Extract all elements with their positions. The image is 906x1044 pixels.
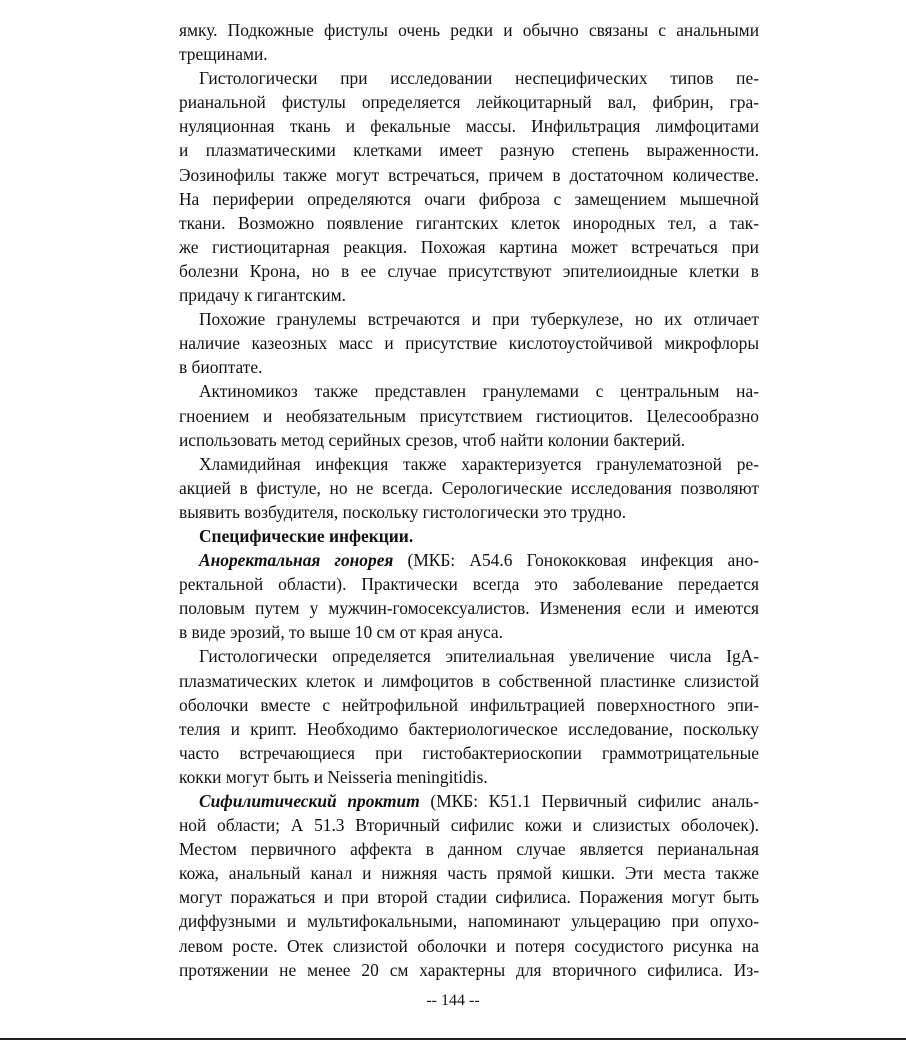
text-line (179, 114, 759, 138)
line-text: Похожие гранулемы встречаются и при туберкулезе, но их отличает (199, 309, 759, 330)
text-line (179, 958, 759, 982)
text-line (179, 548, 759, 572)
line-text: нуляционная ткань и фекальные массы. Инфильтрация лимфоцитами (179, 116, 759, 137)
line-text: болезни Крона, но в ее случае присутствуют эпителиоидные клетки в (179, 260, 759, 281)
line-text: в виде эрозий, то выше 10 см от края ануса. (179, 622, 503, 643)
page-number (0, 992, 906, 1010)
text-line (179, 596, 759, 620)
line-text: плазматических клеток и лимфоцитов в собственной пластинке слизистой (179, 670, 759, 691)
line-text: ткани. Возможно появление гигантских клеток инородных тел, а так- (179, 212, 759, 233)
text-line (179, 163, 759, 187)
line-text: диффузными и мультифокальными, напоминают ульцерацию при опухо- (179, 911, 759, 932)
text-line (179, 813, 759, 837)
text-line (179, 211, 759, 235)
text-line (179, 404, 759, 428)
text-line (179, 138, 759, 162)
line-text: левом росте. Отек слизистой оболочки и потеря сосудистого рисунка на (179, 935, 759, 956)
line-text: Хламидийная инфекция также характеризуется гранулематозной ре- (199, 453, 759, 474)
text-line (179, 283, 759, 307)
text-line (179, 524, 759, 548)
line-text: и плазматическими клетками имеет разную степень выраженности. (179, 140, 759, 161)
line-text: использовать метод серийных срезов, чтоб найти колонии бактерий. (179, 429, 686, 450)
line-text: (МКБ: А54.6 Гонококковая инфекция ано- (393, 550, 759, 571)
text-line (179, 476, 759, 500)
line-text: выявить возбудителя, поскольку гистологически это трудно. (179, 501, 627, 522)
line-text: На периферии определяются очаги фиброза с замещением мышечной (179, 188, 759, 209)
line-text: гноением и необязательным присутствием гистиоцитов. Целесообразно (179, 405, 759, 426)
text-line (179, 66, 759, 90)
line-text: телия и крипт. Необходимо бактериологическое исследование, поскольку (179, 718, 759, 739)
text-line (179, 500, 759, 524)
line-text: Гистологически при исследовании неспецифических типов пе- (199, 68, 759, 89)
line-text: ямку. Подкожные фистулы очень редки и обычно связаны с анальными (179, 20, 759, 40)
text-line (179, 259, 759, 283)
text-line (179, 235, 759, 259)
line-text: же гистиоцитарная реакция. Похожая картина может встречаться при (179, 236, 759, 257)
text-line (179, 861, 759, 885)
text-line (179, 572, 759, 596)
line-text: ректальной области). Практически всегда это заболевание передается (179, 574, 759, 595)
line-text: кокки могут быть и Neisseria meningitidis. (179, 766, 488, 787)
line-text: (МКБ: К51.1 Первичный сифилис аналь- (419, 791, 759, 811)
text-line (179, 428, 759, 452)
scan-bottom-edge (0, 1038, 906, 1040)
text-line (179, 331, 759, 355)
text-line (179, 885, 759, 909)
text-line (179, 717, 759, 741)
text-line (179, 934, 759, 958)
text-line (179, 644, 759, 668)
text-line (179, 765, 759, 789)
line-text: акцией в фистуле, но не всегда. Серологические исследования позволяют (179, 477, 759, 498)
line-text: ной области; А 51.3 Вторичный сифилис кожи и слизистых оболочек). (179, 815, 759, 836)
text-line (179, 669, 759, 693)
text-line (179, 18, 759, 42)
text-line (179, 42, 759, 66)
text-line (179, 90, 759, 114)
text-line (179, 187, 759, 211)
line-text: Эозинофилы также могут встречаться, причем в достаточном количестве. (179, 164, 759, 185)
text-line (179, 452, 759, 476)
text-line (179, 620, 759, 644)
text-line (179, 307, 759, 331)
line-text: в биоптате. (179, 357, 263, 378)
line-text: оболочки вместе с нейтрофильной инфильтрацией поверхностного эпи- (179, 694, 759, 715)
line-text: протяжении не менее 20 см характерны для вторичного сифилиса. Из- (179, 959, 759, 980)
line-text: половым путем у мужчин-гомосексуалистов. Изменения если и имеются (179, 598, 759, 619)
line-text: часто встречающиеся при гистобактериоскопии граммотрицательные (179, 742, 759, 763)
line-text: наличие казеозных масс и присутствие кислотоустойчивой микрофлоры (179, 333, 759, 354)
page-number-dash-left: -- (426, 992, 437, 1009)
line-text: трещинами. (179, 44, 268, 65)
page-number-value: 144 (441, 992, 465, 1009)
section-heading: Сифилитический проктит (199, 791, 420, 811)
line-text: Гистологически определяется эпителиальная увеличение числа IgA- (199, 646, 759, 667)
text-line (179, 789, 759, 813)
page-number-dash-right: -- (469, 992, 480, 1009)
text-line (179, 909, 759, 933)
line-text: могут поражаться и при второй стадии сифилиса. Поражения могут быть (179, 887, 759, 908)
page-body (179, 18, 759, 982)
line-text: Специфические инфекции. (199, 525, 414, 546)
line-text: придачу к гигантским. (179, 285, 347, 306)
text-line (179, 693, 759, 717)
text-line (179, 741, 759, 765)
section-heading: Аноректальная гонорея (199, 550, 394, 571)
line-text: Местом первичного аффекта в данном случае является перианальная (179, 839, 759, 860)
text-line (179, 837, 759, 861)
text-line (179, 379, 759, 403)
text-line (179, 355, 759, 379)
line-text: рианальной фистулы определяется лейкоцитарный вал, фибрин, гра- (179, 92, 759, 113)
line-text: Актиномикоз также представлен гранулемами с центральным на- (199, 381, 759, 402)
line-text: кожа, анальный канал и нижняя часть прямой кишки. Эти места также (179, 863, 759, 884)
